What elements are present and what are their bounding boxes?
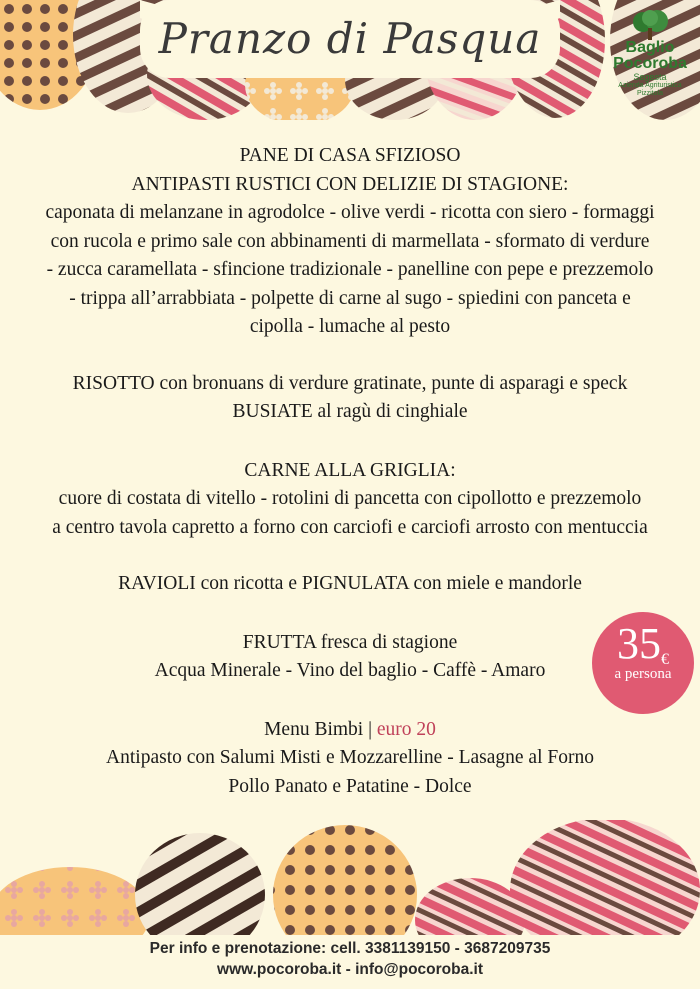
risotto-desc: con bronuans di verdure gratinate, punte di asparagi e speck [154, 372, 628, 394]
carne-line: cuore di costata di vitello - rotolini di pancetta con cipollotto e prezzemolo [58, 488, 642, 509]
contact-footer [0, 938, 700, 980]
menu-bimbi-line: Pollo Panato e Patatine - Dolce [228, 775, 472, 797]
dolci-line: RAVIOLI con ricotta e PIGNULATA con miele e mandorle [118, 573, 582, 594]
antipasti-heading: ANTIPASTI RUSTICI CON DELIZIE DI STAGIONE: [131, 173, 569, 195]
antipasti-line: con rucola e primo sale con abbinamenti di marmellata - sformato di verdure [50, 230, 650, 252]
pane-heading: PANE DI CASA SFIZIOSO [239, 145, 461, 166]
tree-icon [628, 10, 672, 40]
price-amount: 35 [617, 619, 661, 668]
antipasti-line: - trippa all’arrabbiata - polpette di carne al sugo - spiedini con panceta e [69, 287, 631, 309]
easter-eggs-bottom-decoration [0, 820, 700, 940]
logo-line-2: Pocoroba [613, 55, 687, 72]
logo-line-3: Segesta [633, 72, 667, 82]
menu-bimbi-heading [20, 716, 680, 745]
antipasti-line: caponata di melanzane in agrodolce - olive verdi - ricotta con siero - formaggi [45, 202, 655, 223]
carne-heading: CARNE ALLA GRIGLIA: [244, 459, 456, 481]
carne-line: a centro tavola capretto a forno con carciofi e carciofi arrosto con mentuccia [52, 516, 648, 538]
risotto-line [20, 370, 680, 399]
logo-line-4: Azienda Agrituristica [618, 82, 682, 89]
busiate-name: BUSIATE [232, 401, 313, 422]
bevande-line: Acqua Minerale - Vino del baglio - Caffè - Amaro [154, 660, 546, 681]
busiate-line [20, 398, 680, 427]
baglio-pocoroba-logo [600, 10, 700, 98]
menu-bimbi-price: euro 20 [376, 718, 436, 740]
menu-bimbi-line: Antipasto con Salumi Misti e Mozzarelline - Lasagne al Forno [106, 747, 594, 768]
logo-line-1: Baglio [625, 39, 675, 56]
logo-line-5: Pizzitola [636, 90, 664, 97]
price-unit: a persona [614, 666, 672, 682]
antipasti-line: - zucca caramellata - sfincione tradizionale - panelline con pepe e prezzemolo [46, 259, 654, 280]
antipasti-line: cipolla - lumache al pesto [249, 316, 451, 337]
risotto-name: RISOTTO [72, 372, 155, 394]
footer-web-line: www.pocoroba.it - info@pocoroba.it [217, 961, 483, 978]
menu-bimbi-label: Menu Bimbi | [264, 718, 377, 740]
footer-phone-line: Per info e prenotazione: cell. 3381139150 - 3687209735 [149, 940, 551, 957]
menu-content [20, 142, 680, 801]
price-badge [592, 612, 694, 714]
busiate-desc: al ragù di cinghiale [312, 401, 468, 422]
page-title: Pranzo di Pasqua [158, 14, 542, 63]
price-currency: € [661, 651, 669, 668]
frutta-line: FRUTTA fresca di stagione [242, 631, 458, 653]
price-amount-row [592, 619, 694, 668]
